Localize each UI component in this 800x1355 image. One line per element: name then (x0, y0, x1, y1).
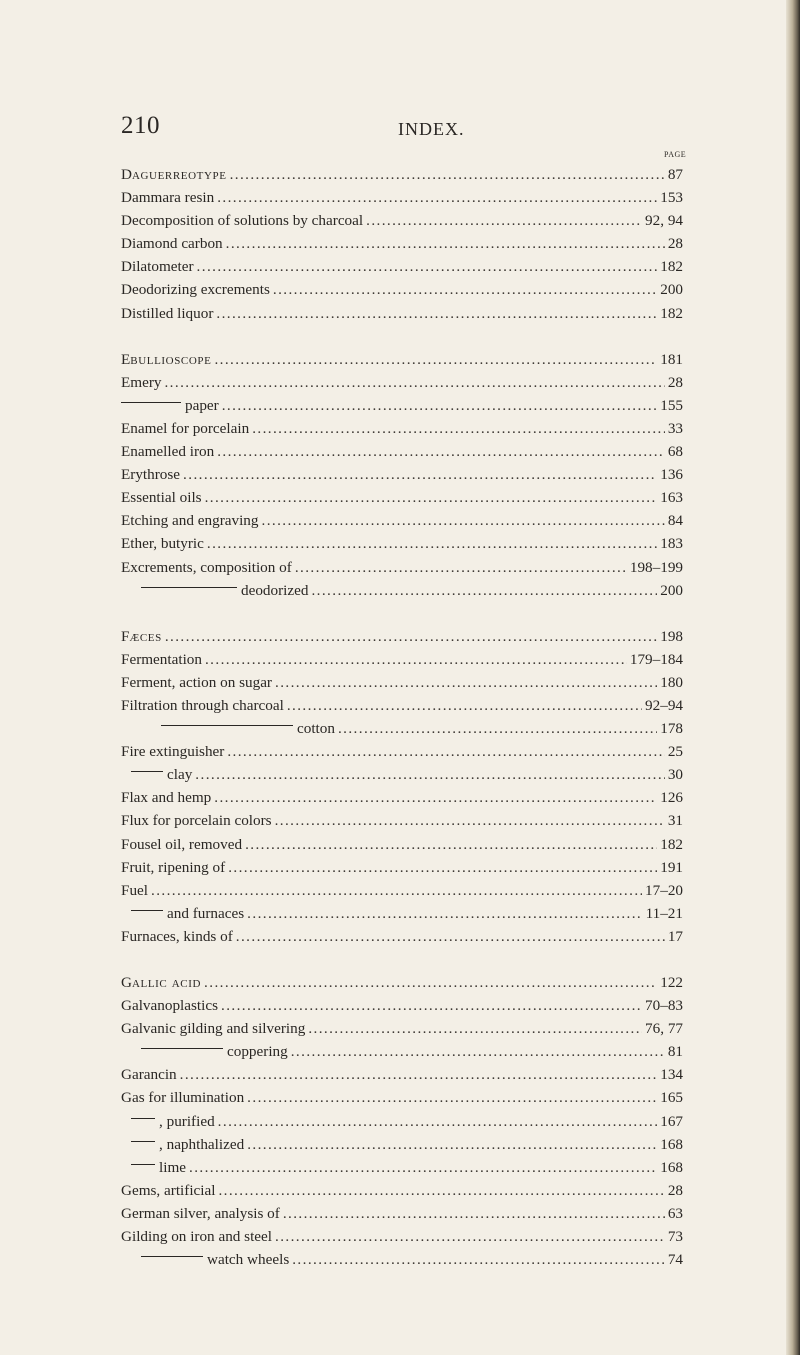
index-page-ref: 92–94 (645, 696, 683, 714)
index-term (121, 397, 219, 415)
page-column-heading: PAGE (664, 150, 687, 159)
index-term (121, 1113, 215, 1131)
index-entry (121, 674, 683, 697)
index-term-text: Distilled liquor (121, 304, 214, 322)
dot-leader (205, 651, 627, 669)
index-entry (121, 489, 683, 512)
repeat-dash (141, 1256, 203, 1257)
dot-leader (275, 1228, 665, 1246)
index-term (121, 836, 242, 854)
dot-leader (275, 674, 657, 692)
index-page-ref: 183 (660, 535, 683, 553)
dot-leader (247, 1089, 657, 1107)
index-term (121, 1020, 305, 1038)
index-entry (121, 766, 683, 789)
index-entry (121, 305, 683, 328)
index-page-ref: 180 (660, 673, 683, 691)
index-term-text: , purified (159, 1112, 215, 1130)
index-term-text: Essential oils (121, 489, 202, 507)
index-term-small-caps: aguerreotype (131, 166, 227, 183)
dot-leader (197, 258, 658, 276)
index-page-ref: 168 (660, 1135, 683, 1153)
index-page-ref: 163 (660, 489, 683, 507)
index-entry (121, 997, 683, 1020)
index-page-ref: 198 (660, 627, 683, 645)
index-term-text: Gas for illumination (121, 1089, 245, 1107)
dot-leader (245, 836, 657, 854)
index-term-small-caps: bullioscope (130, 350, 212, 368)
index-letter-initial: G (121, 974, 132, 991)
dot-leader (247, 1136, 657, 1154)
index-term (121, 1159, 186, 1177)
dot-leader (204, 974, 657, 992)
index-entry (121, 1182, 683, 1205)
index-entry (121, 1251, 683, 1274)
index-page-ref: 134 (660, 1066, 683, 1084)
dot-leader (180, 1066, 658, 1084)
index-term-text: Fousel oil, removed (121, 835, 243, 853)
repeat-dash (121, 402, 181, 403)
index-entry (121, 697, 683, 720)
index-entry (121, 374, 683, 397)
index-term (121, 1182, 215, 1200)
index-entry (121, 905, 683, 928)
index-term (121, 281, 270, 299)
page-number: 210 (121, 112, 160, 139)
dot-leader (227, 743, 664, 761)
index-page-ref: 126 (660, 789, 683, 807)
index-term (121, 928, 233, 946)
index-term-text: deodorized (241, 581, 309, 599)
repeat-dash (161, 725, 293, 726)
index-term (121, 512, 259, 530)
index-term (121, 420, 249, 438)
index-entry (121, 1020, 683, 1043)
index-term-text: lime (159, 1158, 186, 1176)
index-page-ref: 73 (667, 1228, 683, 1246)
index-term (121, 974, 201, 992)
index-entry (121, 258, 683, 281)
index-term-text: Fermentation (121, 650, 202, 668)
index-entry (121, 836, 683, 859)
index-term-text: Ether, butyric (121, 535, 204, 553)
index-term-text: Enamelled iron (121, 443, 215, 461)
index-entry (121, 559, 683, 582)
index-entry (121, 466, 683, 489)
index-term (121, 1043, 288, 1061)
index-page-ref: 167 (660, 1112, 683, 1130)
index-term-text: Fuel (121, 881, 149, 899)
index-page-ref: 70–83 (645, 997, 683, 1015)
index-term-text: Ferment, action on sugar (121, 673, 272, 691)
index-entry (121, 1043, 683, 1066)
index-entry (121, 351, 683, 374)
index-entries (121, 166, 683, 1274)
index-term (121, 1251, 289, 1269)
index-term (121, 351, 211, 369)
index-entry (121, 812, 683, 835)
repeat-dash (131, 1141, 155, 1142)
index-page-ref: 76, 77 (645, 1020, 683, 1038)
index-page-ref: 153 (660, 189, 683, 207)
index-entry (121, 443, 683, 466)
index-term-text: Galvanic gilding and silvering (121, 1020, 306, 1038)
index-term-text: Erythrose (121, 466, 181, 484)
index-page-ref: 200 (660, 581, 683, 599)
repeat-dash (131, 1118, 155, 1119)
index-page-ref: 68 (667, 443, 683, 461)
index-entry (121, 166, 683, 189)
index-term-text: coppering (227, 1043, 288, 1061)
index-page-ref: 155 (660, 396, 683, 414)
dot-leader (183, 466, 657, 484)
index-entry (121, 235, 683, 258)
index-term-text: , naphthalized (159, 1135, 245, 1153)
index-term (121, 212, 363, 230)
index-page-ref: 63 (667, 1204, 683, 1222)
dot-leader (295, 559, 627, 577)
index-term-text: Emery (121, 373, 162, 391)
dot-leader (214, 351, 657, 369)
index-term-text: Etching and engraving (121, 512, 259, 530)
index-term (121, 1205, 280, 1223)
index-page-ref: 179–184 (629, 650, 683, 668)
index-entry (121, 1066, 683, 1089)
index-page-ref: 165 (660, 1089, 683, 1107)
dot-leader (262, 512, 665, 530)
index-term (121, 812, 272, 830)
index-term (121, 489, 202, 507)
index-page-ref: 182 (660, 304, 683, 322)
index-entry (121, 651, 683, 674)
index-page-ref: 81 (667, 1043, 683, 1061)
index-page-ref: 182 (660, 835, 683, 853)
index-term (121, 1136, 244, 1154)
index-term-text: and furnaces (167, 904, 245, 922)
index-entry (121, 1136, 683, 1159)
index-page-ref: 30 (667, 766, 683, 784)
index-term (121, 743, 224, 761)
dot-leader (151, 882, 642, 900)
index-term-text: Gilding on iron and steel (121, 1228, 273, 1246)
dot-leader (291, 1043, 665, 1061)
dot-leader (283, 1205, 665, 1223)
index-page-ref: 28 (667, 373, 683, 391)
dot-leader (165, 628, 657, 646)
repeat-dash (141, 1048, 223, 1049)
dot-leader (275, 812, 665, 830)
index-term (121, 258, 194, 276)
index-term (121, 559, 292, 577)
dot-leader (222, 397, 657, 415)
index-page-ref: 181 (660, 350, 683, 368)
dot-leader (217, 443, 665, 461)
dot-leader (338, 720, 657, 738)
index-entry (121, 1089, 683, 1112)
dot-leader (205, 489, 658, 507)
dot-leader (189, 1159, 657, 1177)
index-term (121, 166, 227, 184)
dot-leader (230, 166, 665, 184)
index-entry (121, 859, 683, 882)
index-letter-initial: F (121, 627, 130, 645)
index-page-ref: 31 (667, 812, 683, 830)
index-term-text: Flux for porcelain colors (121, 812, 272, 830)
index-term-text: Garancin (121, 1066, 177, 1084)
dot-leader (216, 305, 657, 323)
index-term-text: paper (185, 396, 219, 414)
index-term (121, 859, 225, 877)
index-term-text: Filtration through charcoal (121, 696, 284, 714)
index-entry (121, 281, 683, 304)
dot-leader (195, 766, 665, 784)
dot-leader (311, 582, 657, 600)
index-term (121, 651, 202, 669)
index-entry (121, 928, 683, 951)
dot-leader (207, 535, 657, 553)
index-term (121, 674, 272, 692)
index-page-ref: 178 (660, 720, 683, 738)
index-term-text: Galvanoplastics (121, 997, 219, 1015)
index-entry (121, 189, 683, 212)
index-term (121, 628, 162, 646)
dot-leader (308, 1020, 642, 1038)
dot-leader (273, 281, 657, 299)
index-term-text: Dammara resin (121, 189, 215, 207)
index-page-ref: 182 (660, 258, 683, 276)
index-term-text: Flax and hemp (121, 789, 212, 807)
index-term (121, 582, 308, 600)
dot-leader (287, 697, 642, 715)
index-entry (121, 1113, 683, 1136)
index-entry (121, 1205, 683, 1228)
dot-leader (221, 997, 642, 1015)
index-page-ref: 200 (660, 281, 683, 299)
page-edge (786, 0, 800, 1355)
index-entry (121, 882, 683, 905)
index-term (121, 720, 335, 738)
index-page-ref: 25 (667, 743, 683, 761)
index-page-ref: 17 (667, 927, 683, 945)
dot-leader (247, 905, 642, 923)
dot-leader (218, 1182, 664, 1200)
index-page-ref: 84 (667, 512, 683, 530)
index-term-text: Excrements, composition of (121, 558, 292, 576)
dot-leader (236, 928, 665, 946)
index-term-text: Furnaces, kinds of (121, 927, 233, 945)
index-term (121, 1228, 272, 1246)
repeat-dash (141, 587, 237, 588)
repeat-dash (131, 1164, 155, 1165)
index-entry (121, 628, 683, 651)
dot-leader (214, 789, 657, 807)
index-term (121, 443, 214, 461)
index-page-ref: 87 (667, 166, 683, 183)
index-page-ref: 17–20 (645, 881, 683, 899)
repeat-dash (131, 910, 163, 911)
index-term-text: Diamond carbon (121, 235, 223, 253)
index-term (121, 766, 192, 784)
dot-leader (292, 1251, 665, 1269)
index-term (121, 882, 148, 900)
index-term (121, 466, 180, 484)
index-term (121, 905, 244, 923)
index-page-ref: 33 (667, 419, 683, 437)
index-term (121, 305, 213, 323)
index-term-text: Fruit, ripening of (121, 858, 226, 876)
dot-leader (218, 1113, 658, 1131)
index-entry (121, 212, 683, 235)
index-term (121, 235, 223, 253)
index-term-text: Enamel for porcelain (121, 419, 250, 437)
index-term-text: watch wheels (207, 1251, 290, 1269)
repeat-dash (131, 771, 163, 772)
index-term-text: Fire extinguisher (121, 743, 225, 761)
index-term-text: cotton (297, 720, 335, 738)
index-term (121, 1089, 244, 1107)
index-entry (121, 1159, 683, 1182)
index-term-text: Dilatometer (121, 258, 194, 276)
index-term (121, 697, 284, 715)
index-page-ref: 11–21 (645, 904, 683, 922)
dot-leader (226, 235, 665, 253)
index-term-text: Deodorizing excrements (121, 281, 270, 299)
index-entry (121, 420, 683, 443)
index-page-ref: 136 (660, 466, 683, 484)
index-term (121, 789, 211, 807)
index-entry (121, 512, 683, 535)
index-entry (121, 789, 683, 812)
dot-leader (217, 189, 657, 207)
index-page-ref: 74 (667, 1251, 683, 1269)
index-entry (121, 743, 683, 766)
index-entry (121, 535, 683, 558)
index-term-text: Decomposition of solutions by charcoal (121, 212, 364, 230)
index-page-ref: 191 (660, 858, 683, 876)
index-letter-initial: E (121, 350, 131, 368)
index-term-text: clay (167, 766, 193, 784)
index-page-ref: 122 (660, 974, 683, 991)
index-term (121, 997, 218, 1015)
index-page-ref: 168 (660, 1158, 683, 1176)
index-term (121, 535, 204, 553)
index-entry (121, 397, 683, 420)
index-term (121, 374, 161, 392)
index-term-text: German silver, analysis of (121, 1204, 280, 1222)
index-term-small-caps: allic acid (131, 974, 202, 991)
running-head: INDEX. (398, 119, 465, 139)
index-page-ref: 198–199 (629, 558, 683, 576)
index-term-text: Gems, artificial (121, 1181, 216, 1199)
index-page-ref: 92, 94 (645, 212, 683, 230)
index-entry (121, 582, 683, 605)
index-term (121, 1066, 177, 1084)
index-letter-initial: D (121, 166, 132, 183)
index-term (121, 189, 214, 207)
index-page-ref: 28 (667, 1181, 683, 1199)
dot-leader (228, 859, 657, 877)
index-entry (121, 974, 683, 997)
index-entry (121, 1228, 683, 1251)
index-page-ref: 28 (667, 235, 683, 253)
index-entry (121, 720, 683, 743)
dot-leader (366, 212, 642, 230)
dot-leader (252, 420, 665, 438)
index-term-small-caps: æces (129, 627, 162, 645)
dot-leader (164, 374, 664, 392)
